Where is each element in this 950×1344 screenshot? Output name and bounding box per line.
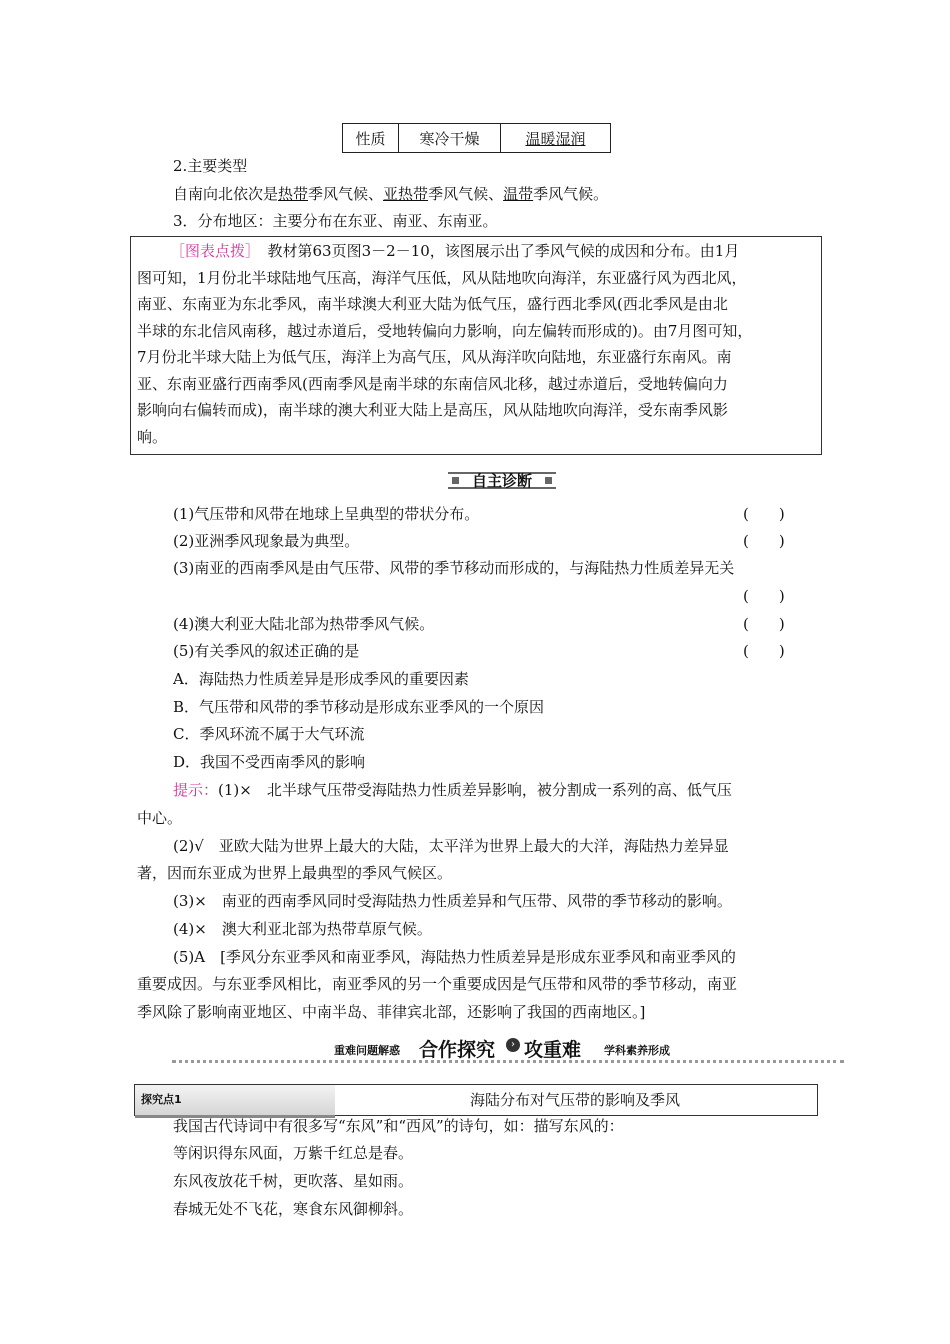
- tip-text-1: 教材第63页图3－2－10，该图展示出了季风气候的成因和分布。由1月: [252, 242, 740, 260]
- answer-1: [173, 780, 732, 800]
- answer-2: (2)√ 亚欧大陆为世界上最大的大陆，太平洋为世界上最大的大洋，海陆热力差异显: [173, 837, 729, 855]
- section-distribution: 3．分布地区：主要分布在东亚、南亚、东南亚。: [173, 212, 498, 230]
- hint-label: 提示：: [173, 781, 219, 799]
- types-pre: 自南向北依次是: [173, 185, 279, 203]
- inquiry-point-tag: 探究点1: [141, 1093, 182, 1106]
- question-5: (5)有关季风的叙述正确的是: [173, 642, 360, 660]
- type-temperate: 温带: [503, 185, 534, 203]
- poem-line-2: 东风夜放花千树，更吹落、星如雨。: [173, 1172, 414, 1190]
- self-diagnosis-title: 自主诊断: [471, 472, 533, 490]
- option-a: A．海陆热力性质差异是形成季风的重要因素: [173, 670, 469, 688]
- answer-4: (4)× 澳大利亚北部为热带草原气候。: [173, 920, 432, 938]
- answer-5-cont2: 季风除了影响南亚地区、中南半岛、菲律宾北部，还影响了我国的西南地区。]: [137, 1003, 646, 1021]
- types-mid1: 季风气候、: [308, 185, 384, 203]
- question-2: (2)亚洲季风现象最为典型。: [173, 532, 360, 550]
- answer-blank-5: ( ): [743, 642, 785, 660]
- banner-main-2: 攻重难: [524, 1039, 582, 1061]
- tip-line-1: [170, 241, 739, 261]
- tip-line-6: 亚、东南亚盛行西南季风(西南季风是南半球的东南信风北移，越过赤道后，受地转偏向力: [137, 375, 728, 393]
- types-mid2: 季风气候、: [428, 185, 504, 203]
- question-1: (1)气压带和风带在地球上呈典型的带状分布。: [173, 505, 480, 523]
- table-cell-winter: 寒冷干燥: [399, 124, 501, 153]
- answer-blank-1: ( ): [743, 505, 785, 523]
- self-diagnosis-header: [448, 469, 556, 492]
- types-end: 季风气候。: [533, 185, 609, 203]
- answer-blank-4: ( ): [743, 615, 785, 633]
- tip-line-7: 影响向右偏转而成)，南半球的澳大利亚大陆上是高压，风从陆地吹向海洋，受东南季风影: [137, 401, 728, 419]
- climate-property-table: [342, 123, 611, 153]
- question-3: (3)南亚的西南季风是由气压带、风带的季节移动而形成的，与海陆热力性质差异无关: [173, 559, 735, 577]
- question-4: (4)澳大利亚大陆北部为热带季风气候。: [173, 615, 435, 633]
- poem-line-3: 春城无处不飞花，寒食东风御柳斜。: [173, 1200, 414, 1218]
- answer-3: (3)× 南亚的西南季风同时受海陆热力性质差异和气压带、风带的季节移动的影响。: [173, 892, 732, 910]
- table-cell-summer: [501, 124, 611, 153]
- type-subtropical: 亚热带: [383, 185, 429, 203]
- inquiry-point-title: 海陆分布对气压带的影响及季风: [470, 1091, 681, 1109]
- option-b: B．气压带和风带的季节移动是形成东亚季风的一个原因: [173, 698, 545, 716]
- answer-5-cont: 重要成因。与东亚季风相比，南亚季风的另一个重要成因是气压带和风带的季节移动，南亚: [137, 975, 738, 993]
- inquiry-point-row: [134, 1084, 818, 1116]
- banner-left-text: 重难问题解惑: [334, 1044, 400, 1057]
- table-cell-property: 性质: [343, 124, 399, 153]
- poem-intro: 我国古代诗词中有很多写“东风”和“西风”的诗句，如：描写东风的：: [173, 1117, 624, 1135]
- tip-line-5: 7月份北半球大陆上为低气压，海洋上为高气压，风从海洋吹向陆地，东亚盛行东南风。南: [137, 348, 732, 366]
- answer-5: (5)A [季风分东亚季风和南亚季风，海陆热力性质差异是形成东亚季风和南亚季风的: [173, 948, 736, 966]
- tip-line-8: 响。: [137, 428, 168, 446]
- banner-right-text: 学科素养形成: [604, 1044, 670, 1057]
- poem-line-1: 等闲识得东风面，万紫千红总是春。: [173, 1144, 414, 1162]
- answer-blank-2: ( ): [743, 532, 785, 550]
- banner-dotted-rule: [172, 1060, 844, 1063]
- option-d: D．我国不受西南季风的影响: [173, 753, 366, 771]
- table-cell-summer-text: 温暖湿润: [525, 129, 586, 148]
- cooperative-inquiry-banner: [172, 1035, 844, 1065]
- answer-1-text: (1)× 北半球气压带受海陆热力性质差异影响，被分割成一系列的高、低气压: [218, 781, 732, 799]
- banner-main-1: 合作探究: [419, 1039, 496, 1061]
- type-tropical: 热带: [278, 185, 309, 203]
- answer-2-cont: 著，因而东亚成为世界上最典型的季风气候区。: [137, 864, 453, 882]
- tip-line-2: 图可知，1月份北半球陆地气压高，海洋气压低，风从陆地吹向海洋，东亚盛行风为西北风，: [137, 269, 747, 287]
- answer-1-cont: 中心。: [137, 809, 183, 827]
- section-title-types: 2.主要类型: [173, 157, 248, 175]
- answer-blank-3: ( ): [743, 587, 785, 605]
- banner-arrow-icon: ›: [506, 1038, 520, 1052]
- option-c: C．季风环流不属于大气环流: [173, 725, 365, 743]
- types-sentence: [173, 184, 608, 204]
- tip-line-4: 半球的东北信风南移，越过赤道后，受地转偏向力影响，向左偏转而形成的)。由7月图可知，: [137, 322, 753, 340]
- tip-tag: ［图表点拨］: [170, 242, 253, 260]
- tip-line-3: 南亚、东南亚为东北季风，南半球澳大利亚大陆为低气压，盛行西北季风(西北季风是由北: [137, 295, 728, 313]
